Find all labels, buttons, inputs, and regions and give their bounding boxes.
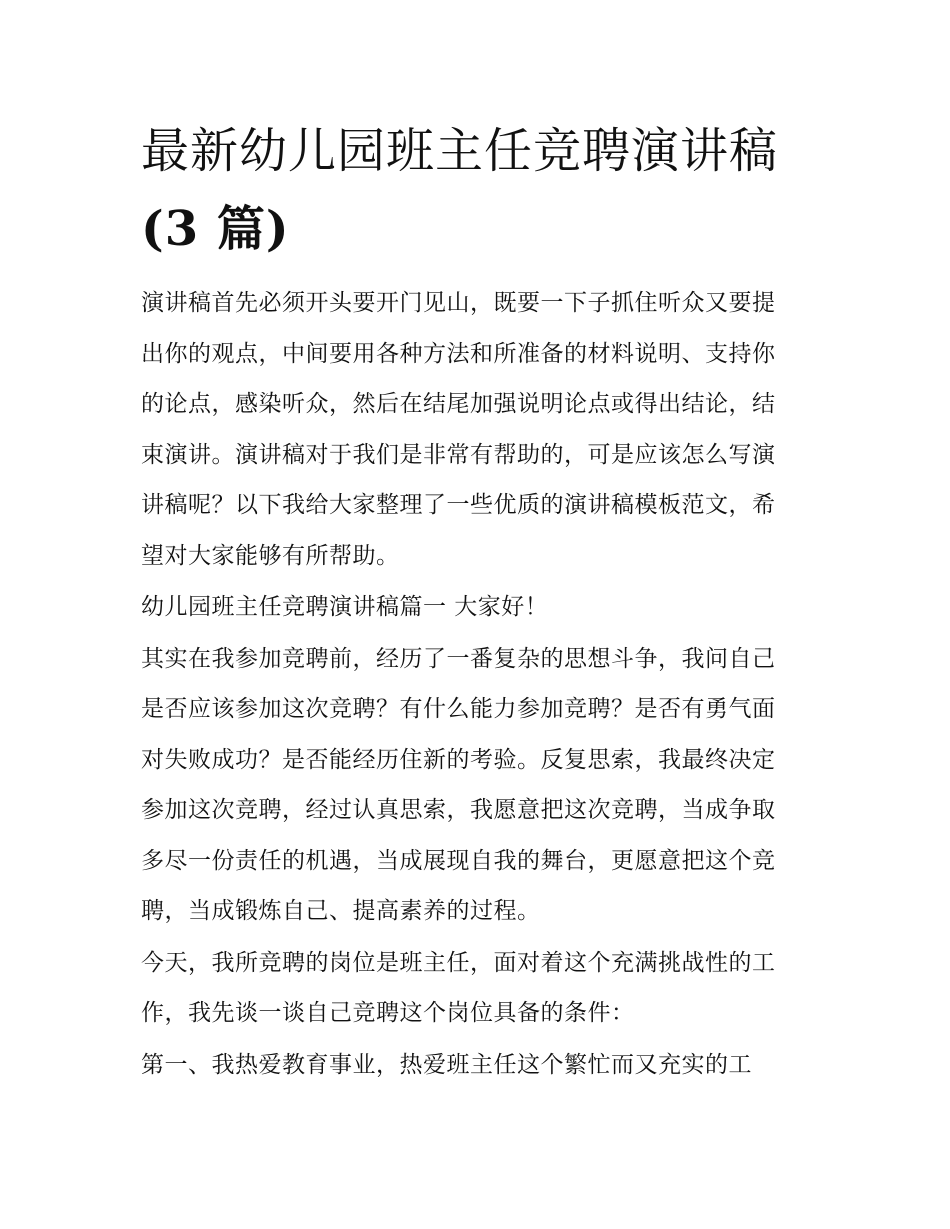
text-line: 幼儿园班主任竞聘演讲稿篇一 大家好！ [141,594,549,620]
text-line: 参加这次竞聘，经过认真思索，我愿意把这次竞聘，当成争取 [141,797,776,823]
title-line-1: 最新幼儿园班主任竞聘演讲稿 [141,123,779,179]
document-title [141,112,813,268]
text-line: 望对大家能够有所帮助。 [141,542,400,569]
document-content [141,112,813,1090]
text-line: 作，我先谈一谈自己竞聘这个岗位具备的条件： [141,1000,635,1026]
paragraph-body-3 [141,1040,813,1091]
paragraph-section-heading [141,582,813,633]
text-line: 出你的观点，中间要用各种方法和所准备的材料说明、支持你 [141,340,776,367]
text-line: 束演讲。演讲稿对于我们是非常有帮助的，可是应该怎么写演 [141,441,776,468]
text-line: 第一、我热爱教育事业，热爱班主任这个繁忙而又充实的工 [141,1051,752,1078]
paragraph-intro [141,278,813,581]
text-line: 演讲稿首先必须开头要开门见山，既要一下子抓住听众又要提 [141,290,776,316]
paragraph-body-1 [141,634,813,937]
text-line: 对失败成功？是否能经历住新的考验。反复思索，我最终决定 [141,746,776,773]
title-line-2: (3 篇) [141,201,290,257]
text-line: 是否应该参加这次竞聘？有什么能力参加竞聘？是否有勇气面 [141,696,776,722]
text-line: 其实在我参加竞聘前，经历了一番复杂的思想斗争，我问自己 [141,645,776,672]
text-line: 多尽一份责任的机遇，当成展现自我的舞台，更愿意把这个竞 [141,847,776,874]
body-text [141,278,813,1090]
paragraph-body-2 [141,938,813,1039]
text-line: 的论点，感染听众，然后在结尾加强说明论点或得出结论，结 [141,391,776,417]
text-line: 讲稿呢？以下我给大家整理了一些优质的演讲稿模板范文，希 [141,492,776,518]
text-line: 今天，我所竞聘的岗位是班主任，面对着这个充满挑战性的工 [141,949,776,976]
text-line: 聘，当成锻炼自己、提高素养的过程。 [141,898,541,924]
